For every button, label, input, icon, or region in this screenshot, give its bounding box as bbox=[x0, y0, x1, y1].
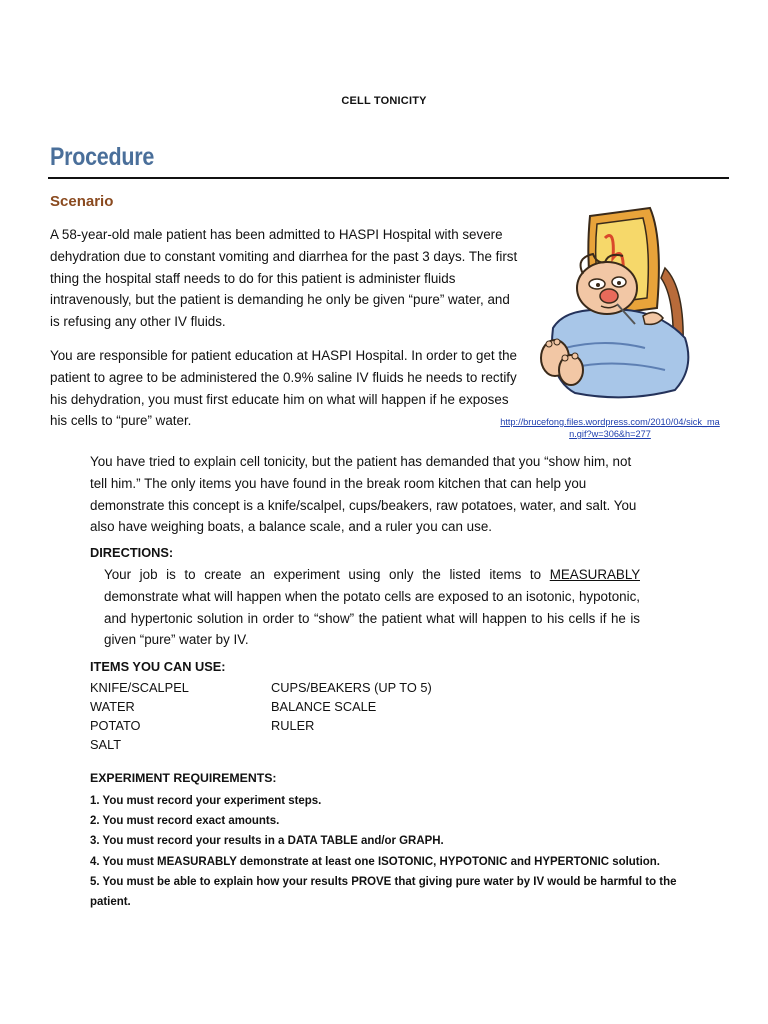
section-heading: Procedure bbox=[50, 143, 155, 171]
sick-man-illustration bbox=[535, 198, 705, 408]
items-column-1 bbox=[90, 678, 189, 754]
intro-paragraph: You have tried to explain cell tonicity, but the patient has demanded that you “show him, not tell him.” The only items you have found in the break room kitchen that can help you demonstrate this concept is a knife/scalpel, cups/beakers, raw potatoes, water, and salt. You also have weighing boats, a balance scale, and a ruler you can use. bbox=[90, 454, 637, 535]
list-item: 4. You must MEASURABLY demonstrate at least one ISOTONIC, HYPOTONIC and HYPERTONIC solution. bbox=[90, 853, 660, 868]
items-column-2 bbox=[271, 678, 432, 735]
items-label: ITEMS YOU CAN USE: bbox=[90, 659, 226, 674]
list-item: 3. You must record your results in a DATA TABLE and/or GRAPH. bbox=[90, 833, 444, 848]
list-item: WATER bbox=[90, 699, 135, 714]
list-item: KNIFE/SCALPEL bbox=[90, 680, 189, 695]
list-item: BALANCE SCALE bbox=[271, 699, 377, 714]
directions-text-before: Your job is to create an experiment using only the listed items to bbox=[104, 567, 550, 582]
list-item: SALT bbox=[90, 737, 122, 752]
requirements-list bbox=[90, 790, 692, 911]
list-item: POTATO bbox=[90, 718, 141, 733]
directions-label: DIRECTIONS: bbox=[90, 545, 174, 560]
sick-man-cartoon bbox=[535, 198, 705, 408]
list-item: 5. You must be able to explain how your results PROVE that giving pure water by IV would be harmful to the patient. bbox=[90, 873, 677, 909]
document-title: CELL TONICITY bbox=[341, 95, 427, 107]
directions-text-after: demonstrate what will happen when the potato cells are exposed to an isotonic, hypotonic, and hypertonic solution in order to “show” the patient what will happen to his cells if he is given “pure” water by IV. bbox=[104, 588, 640, 648]
list-item: 2. You must record exact amounts. bbox=[90, 813, 280, 828]
list-item: 1. You must record your experiment steps. bbox=[90, 793, 322, 807]
heading-divider bbox=[48, 177, 729, 179]
photo-source-link[interactable]: http://brucefong.files.wordpress.com/2010/04/sick_man.gif?w=306&h=277 bbox=[500, 417, 720, 439]
directions-text bbox=[104, 564, 640, 651]
scenario-paragraph-1: A 58-year-old male patient has been admitted to HASPI Hospital with severe dehydration due to constant vomiting and diarrhea for the past 3 days. The first thing the hospital staff needs to do for this patient is administer fluids intravenously, but the patient is demanding he only be given “pure” water, and is refusing any other IV fluids. bbox=[50, 227, 518, 330]
scenario-heading bbox=[50, 193, 113, 210]
directions-emphasis: MEASURABLY bbox=[549, 567, 640, 582]
list-item: RULER bbox=[271, 718, 315, 733]
scenario-paragraph-2: You are responsible for patient education at HASPI Hospital. In order to get the patient to agree to be administered the 0.9% saline IV fluids he needs to rectify his dehydration, you must first educate him on what will happen if he exposes his cells to “pure” water. bbox=[50, 348, 517, 429]
scenario-heading-text: Scenario bbox=[50, 193, 114, 210]
requirements-label: EXPERIMENT REQUIREMENTS: bbox=[90, 771, 277, 785]
list-item: CUPS/BEAKERS (UP TO 5) bbox=[271, 680, 432, 695]
